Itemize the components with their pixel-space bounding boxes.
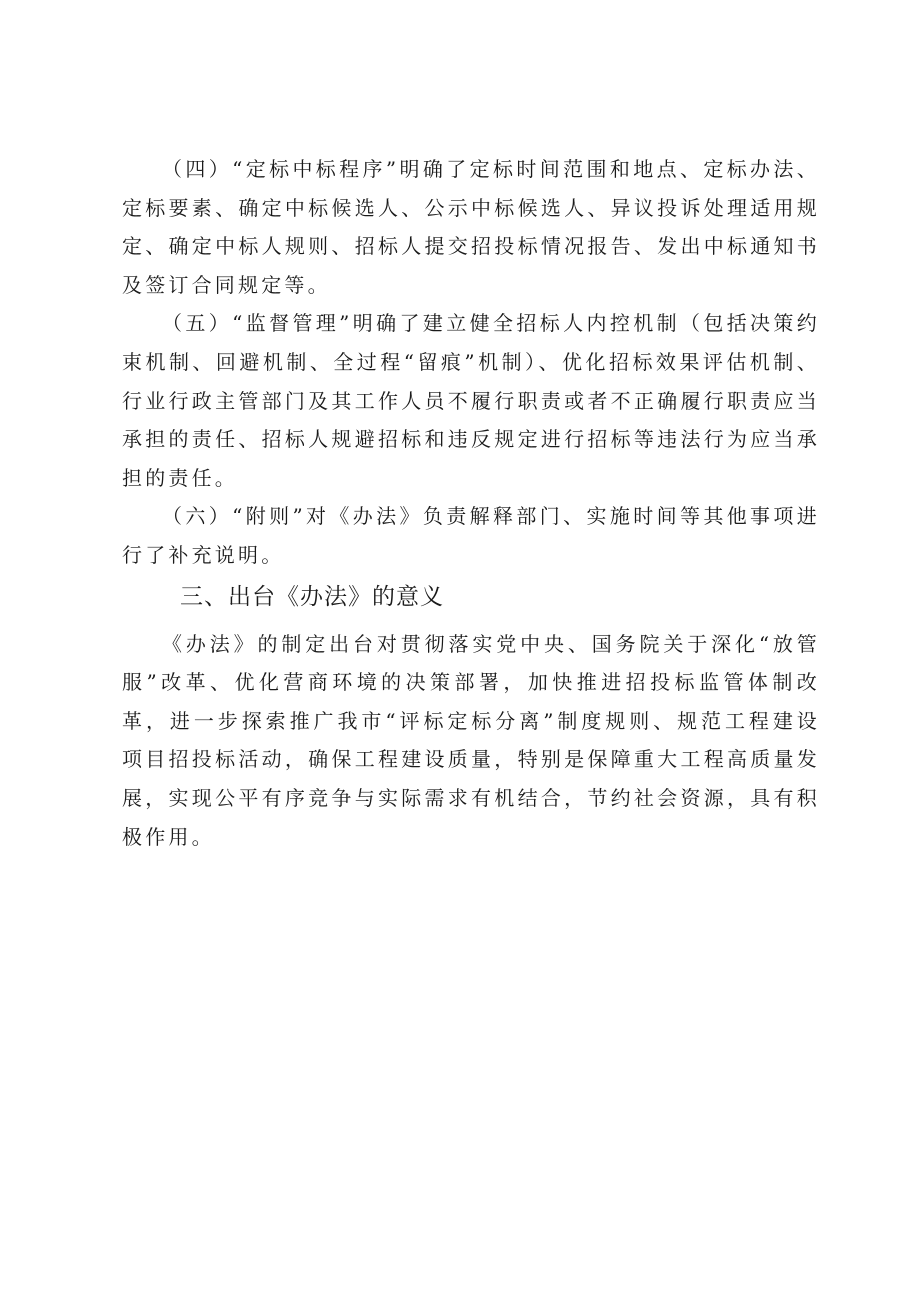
- section-heading: 三、出台《办法》的意义: [180, 583, 444, 610]
- paragraph-significance: 《办法》的制定出台对贯彻落实党中央、国务院关于深化“放管服”改革、优化营商环境的决策部署，加快推进招投标监管体制改革，进一步探索推广我市“评标定标分离”制度规则、规范工程建设项目招投标活动，确保工程建设质量，特别是保障重大工程高质量发展，实现公平有序竞争与实际需求有机结合，节约社会资源，具有积极作用。: [122, 631, 820, 849]
- paragraph-supervision: （五）“监督管理”明确了建立健全招标人内控机制（包括决策约束机制、回避机制、全过程“留痕”机制）、优化招标效果评估机制、行业行政主管部门及其工作人员不履行职责或者不正确履行职责应当承担的责任、招标人规避招标和违反规定进行招标等违法行为应当承担的责任。: [122, 311, 820, 490]
- paragraph-scoring-procedure: （四）“定标中标程序”明确了定标时间范围和地点、定标办法、定标要素、确定中标候选人、公示中标候选人、异议投诉处理适用规定、确定中标人规则、招标人提交招投标情况报告、发出中标通知书及签订合同规定等。: [122, 157, 820, 297]
- paragraph-supplementary: （六）“附则”对《办法》负责解释部门、实施时间等其他事项进行了补充说明。: [122, 504, 820, 567]
